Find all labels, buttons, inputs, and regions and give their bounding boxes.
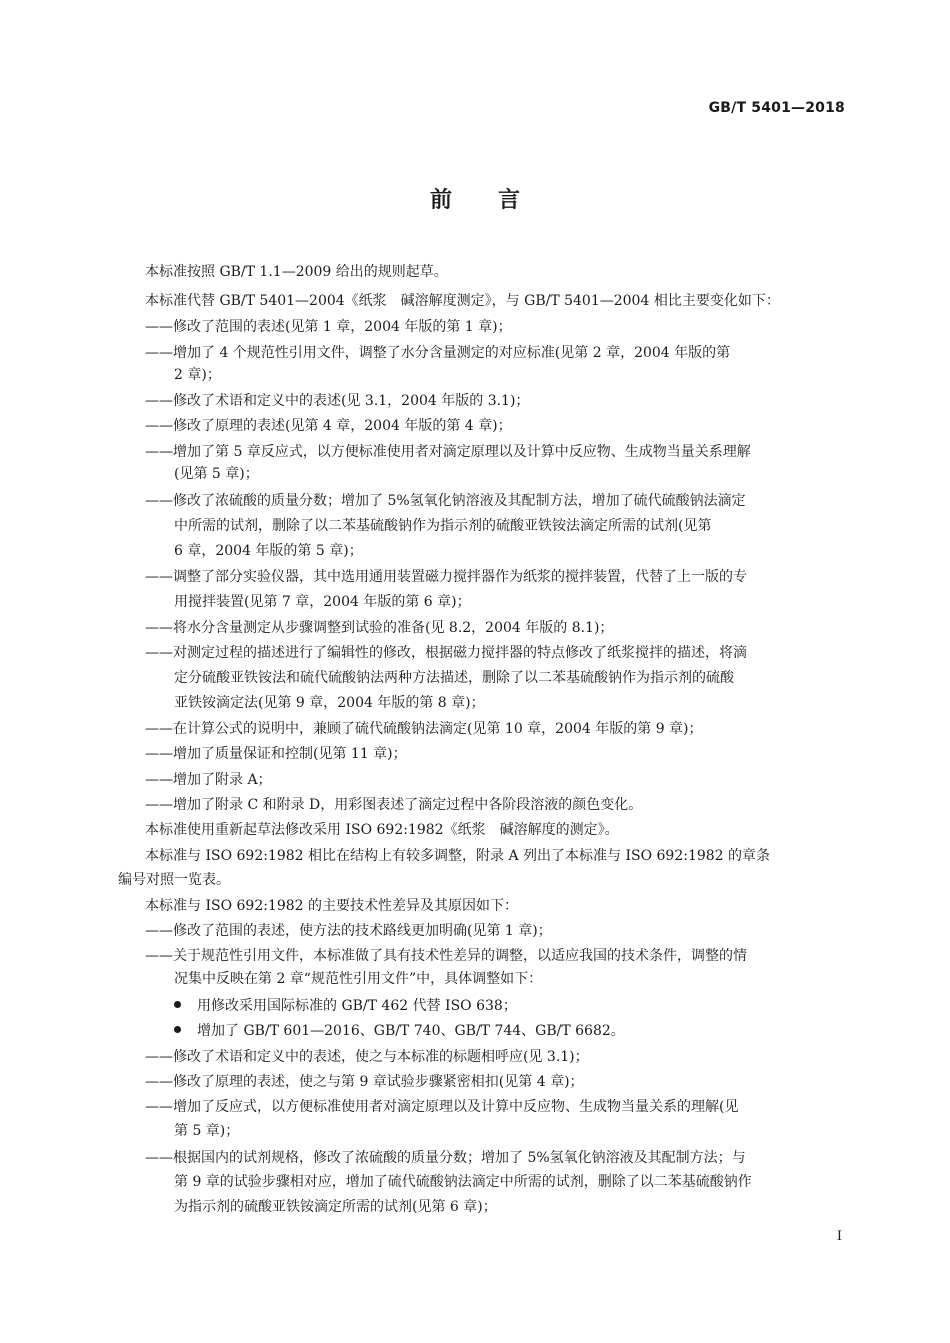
page-number: I <box>836 1229 842 1244</box>
paragraph-line: 本标准按照 GB/T 1.1—2009 给出的规则起草。 <box>145 264 448 280</box>
list-item: ——增加了第 5 章反应式，以方便标准使用者对滴定原理以及计算中反应物、生成物当量关系理解 <box>145 444 751 460</box>
standard-code: GB/T 5401—2018 <box>708 100 845 116</box>
list-item: ——调整了部分实验仪器，其中选用通用装置磁力搅拌器作为纸浆的搅拌装置，代替了上一版的专 <box>145 569 747 585</box>
list-item-continuation: 中所需的试剂，删除了以二苯基硫酸钠作为指示剂的硫酸亚铁铵法滴定所需的试剂(见第 <box>174 518 712 534</box>
paragraph-line: 本标准与 ISO 692:1982 的主要技术性差异及其原因如下： <box>145 898 519 914</box>
list-item-continuation: 6 章，2004 年版的第 5 章)； <box>174 543 363 559</box>
bullet-icon <box>174 1026 181 1033</box>
paragraph-line: 本标准代替 GB/T 5401—2004《纸浆 碱溶解度测定》，与 GB/T 5401—2004 相比主要变化如下： <box>145 293 780 309</box>
list-item: ——对测定过程的描述进行了编辑性的修改，根据磁力搅拌器的特点修改了纸浆搅拌的描述，将滴 <box>145 645 747 661</box>
list-item: ——修改了范围的表述(见第 1 章，2004 年版的第 1 章)； <box>145 319 512 335</box>
list-item-continuation: 第 5 章)； <box>174 1123 240 1139</box>
list-item: ——修改了原理的表述(见第 4 章，2004 年版的第 4 章)； <box>145 418 512 434</box>
list-item-continuation: 定分硫酸亚铁铵法和硫代硫酸钠法两种方法描述，删除了以二苯基硫酸钠作为指示剂的硫酸 <box>174 670 734 686</box>
paragraph-continuation: 编号对照一览表。 <box>118 872 230 888</box>
bullet-item <box>174 997 517 1015</box>
bullet-icon <box>174 1001 181 1008</box>
bullet-text: 增加了 GB/T 601—2016、GB/T 740、GB/T 744、GB/T 6682。 <box>197 1023 625 1039</box>
list-item: ——将水分含量测定从步骤调整到试验的准备(见 8.2，2004 年版的 8.1)； <box>145 620 614 636</box>
list-item: ——修改了术语和定义中的表述，使之与本标准的标题相呼应(见 3.1)； <box>145 1049 589 1065</box>
bullet-text: 用修改采用国际标准的 GB/T 462 代替 ISO 638； <box>197 998 517 1014</box>
list-item: ——增加了质量保证和控制(见第 11 章)； <box>145 746 407 762</box>
bullet-item <box>174 1022 625 1040</box>
list-item-continuation: 2 章)； <box>174 367 221 383</box>
list-item: ——修改了术语和定义中的表述(见 3.1，2004 年版的 3.1)； <box>145 393 530 409</box>
list-item-continuation: 亚铁铵滴定法(见第 9 章，2004 年版的第 8 章)； <box>174 695 485 711</box>
paragraph-line: 本标准与 ISO 692:1982 相比在结构上有较多调整，附录 A 列出了本标准与 ISO 692:1982 的章条 <box>145 848 771 864</box>
list-item: ——增加了附录 C 和附录 D，用彩图表述了滴定过程中各阶段溶液的颜色变化。 <box>145 797 643 813</box>
list-item-continuation: 用搅拌装置(见第 7 章，2004 年版的第 6 章)； <box>174 594 471 610</box>
list-item: ——增加了附录 A； <box>145 772 272 788</box>
list-item-continuation: 为指示剂的硫酸亚铁铵滴定所需的试剂(见第 6 章)； <box>174 1199 497 1215</box>
list-item: ——修改了范围的表述，使方法的技术路线更加明确(见第 1 章)； <box>145 923 552 939</box>
list-item: ——增加了反应式，以方便标准使用者对滴定原理以及计算中反应物、生成物当量关系的理解(见 <box>145 1099 739 1115</box>
list-item-continuation: 第 9 章的试验步骤相对应，增加了硫代硫酸钠法滴定中所需的试剂，删除了以二苯基硫酸钠作 <box>174 1174 752 1190</box>
list-item-continuation: (见第 5 章)； <box>174 466 259 482</box>
list-item: ——修改了原理的表述，使之与第 9 章试验步骤紧密相扣(见第 4 章)； <box>145 1074 584 1090</box>
paragraph-line: 本标准使用重新起草法修改采用 ISO 692:1982《纸浆 碱溶解度的测定》。 <box>145 822 619 838</box>
list-item: ——修改了浓硫酸的质量分数；增加了 5%氢氧化钠溶液及其配制方法，增加了硫代硫酸钠法滴定 <box>145 493 746 509</box>
list-item: ——根据国内的试剂规格，修改了浓硫酸的质量分数；增加了 5%氢氧化钠溶液及其配制方法；与 <box>145 1150 746 1166</box>
page-title: 前言 <box>429 188 566 213</box>
list-item-continuation: 况集中反映在第 2 章“规范性引用文件”中，具体调整如下： <box>174 971 543 987</box>
list-item: ——在计算公式的说明中，兼顾了硫代硫酸钠法滴定(见第 10 章，2004 年版的第 9 章)； <box>145 721 703 737</box>
list-item: ——增加了 4 个规范性引用文件，调整了水分含量测定的对应标准(见第 2 章，2004 年版的第 <box>145 345 731 361</box>
list-item: ——关于规范性引用文件，本标准做了具有技术性差异的调整，以适应我国的技术条件，调整的情 <box>145 948 747 964</box>
